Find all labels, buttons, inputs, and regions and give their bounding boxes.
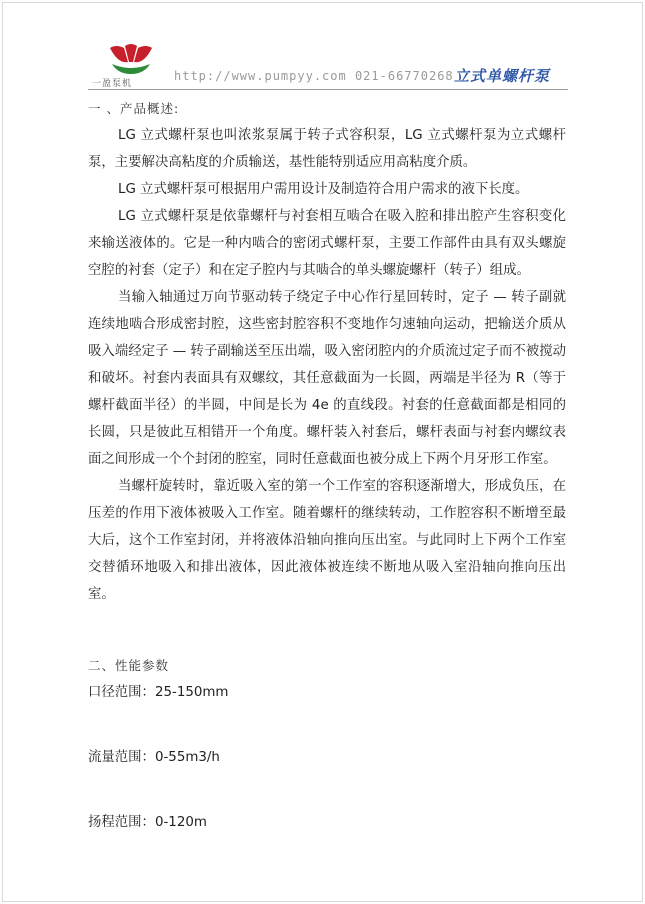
param-caliber: 口径范围：25-150mm bbox=[88, 685, 229, 700]
overview-paragraph: 当螺杆旋转时，靠近吸入室的第一个工作室的容积逐渐增大，形成负压，在压差的作用下液体被吸入工作室。随着螺杆的继续转动，工作腔容积不断增至最大后，这个工作室封闭，并将液体沿轴向推向压出室。与此同时上下两个工作室交替循环地吸入和排出液体，因此液体被连续不断地从吸入室沿轴向推向压出室。 bbox=[88, 479, 566, 602]
page-header bbox=[88, 42, 568, 92]
section-title-parameters: 二、性能参数 bbox=[88, 658, 170, 673]
document-body bbox=[88, 95, 566, 836]
spacer bbox=[88, 608, 566, 652]
overview-paragraph: LG 立式螺杆泵也叫浓浆泵属于转子式容积泵，LG 立式螺杆泵为立式螺杆泵，主要解决高粘度的介质输送，基性能特别适应用高粘度介质。 bbox=[88, 128, 566, 170]
header-divider bbox=[88, 89, 568, 90]
overview-paragraph: LG 立式螺杆泵可根据用户需用设计及制造符合用户需求的液下长度。 bbox=[118, 182, 529, 197]
logo-text: 一盈泵机 bbox=[92, 79, 133, 89]
overview-paragraph: 当输入轴通过万向节驱动转子绕定子中心作行星回转时，定子 — 转子副就连续地啮合形成密封腔，这些密封腔容积不变地作匀速轴向运动，把输送介质从吸入端经定子 — 转子副输送至压出端，吸入密闭腔内的介质流过定子而不被搅动和破坏。衬套内表面具有双螺纹，其任意截面为一长圆，两端是半径为 R（等于螺杆截面半径）的半圆，中间是长为 4e 的直线段。衬套的任意截面都是相同的长圆，只是彼此互相错开一个角度。螺杆装入衬套后，螺杆表面与衬套内螺纹表面之间形成一个个封闭的腔室，同时任意截面也被分成上下两个月牙形工作室。 bbox=[88, 290, 566, 467]
param-head: 扬程范围：0-120m bbox=[88, 815, 207, 830]
spacer bbox=[88, 706, 566, 744]
section-title-overview: 一 、产品概述: bbox=[88, 101, 180, 116]
overview-paragraph: LG 立式螺杆泵是依靠螺杆与衬套相互啮合在吸入腔和排出腔产生容积变化来输送液体的。它是一种内啮合的密闭式螺杆泵，主要工作部件由具有双头螺旋空腔的衬套（定子）和在定子腔内与其啮合的单头螺旋螺杆（转子）组成。 bbox=[88, 209, 566, 278]
website-and-phone[interactable]: http://www.pumpyy.com 021-66770268 bbox=[174, 69, 454, 83]
spacer bbox=[88, 771, 566, 809]
param-flow: 流量范围：0-55m3/h bbox=[88, 750, 220, 765]
header-title: 立式单螺杆泵 bbox=[454, 67, 551, 85]
